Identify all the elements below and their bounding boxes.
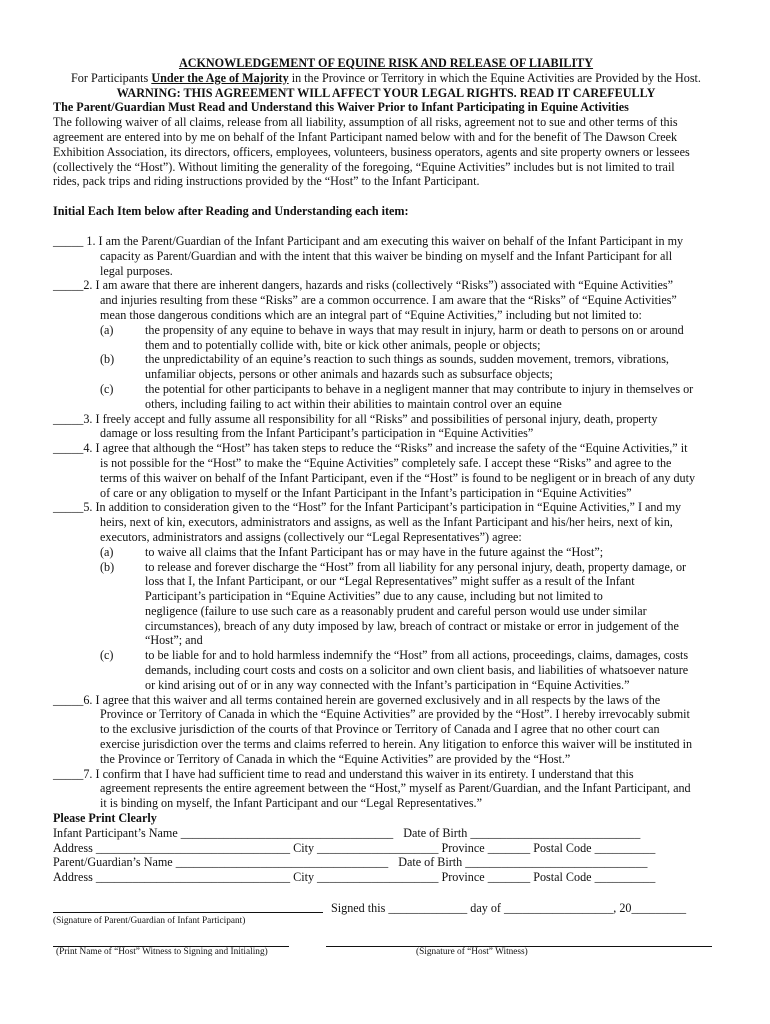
item-2-sub-b [53,352,719,382]
sub-label: (c) [100,648,114,663]
item-4-line: is not possible for the “Host” to make the “Equine Activities” completely safe. I accept these “Risks” and agree to the [100,455,672,470]
sub-line: unfamiliar objects, persons or other animals and hazards such as subsurface objects; [145,367,553,382]
item-5-line: executors, administrators and assigns (collectively our “Legal Representatives”) agree: [100,529,522,544]
guardian-address-field[interactable]: Address ________________________________ City ____________________ Province _______ Postal Code __________ [53,870,656,885]
sub-label: (c) [100,381,114,396]
sub-line: to be liable for and to hold harmless indemnify the “Host” from all actions, proceedings, claims, damages, costs [145,648,689,663]
signature-row [53,901,719,916]
item-4-line: terms of this waiver on behalf of the Infant Participant, even if the “Host” is found to be negligent or in breach of any duty [100,470,696,485]
sub-line: to waive all claims that the Infant Participant has or may have in the future against the “Host”; [145,544,604,559]
sub-line: others, including failing to act within their abilities to maintain control over an equine [145,396,562,411]
witness-lines [53,935,719,947]
item-5-sub-a [53,545,719,560]
infant-row [53,826,719,841]
item-2-sub-c [53,382,719,412]
item-1-line: _____ 1. I am the Parent/Guardian of the Infant Participant and am executing this waiver on behalf of the Infant Participant in my [53,233,684,248]
item-1-line: capacity as Parent/Guardian and with the intent that this waiver be binding on myself and the Infant Participant for all [100,248,673,263]
infant-dob-field[interactable]: Date of Birth ____________________________ [403,825,641,840]
sub-label: (b) [100,559,115,574]
witness-print-line[interactable] [53,935,289,947]
item-7-line: it is binding on myself, the Infant Participant and our “Legal Representatives.” [100,796,482,811]
guardian-dob-field[interactable]: Date of Birth ______________________________ [398,855,648,870]
document-title: ACKNOWLEDGEMENT OF EQUINE RISK AND RELEASE OF LIABILITY [178,56,594,70]
witness-signature-caption: (Signature of “Host” Witness) [416,946,528,957]
intro-line: The following waiver of all claims, release from all liability, assumption of all risks, agreement not to sue and other terms of this [53,115,678,130]
sub-line: circumstances), breach of any duty imposed by law, breach of contract or mistake or error in judgement of the [145,618,679,633]
item-6-line: to the exclusive jurisdiction of the courts of that Province or Territory of Canada and I agree that no other court can [100,722,660,737]
guardian-signature-caption: (Signature of Parent/Guardian of Infant Participant) [53,915,246,926]
item-6-line: Province or Territory of Canada in which the “Equine Activities” are provided by the “Host”. I hereby irrevocably submit [100,707,690,722]
witness-print-caption: (Print Name of “Host” Witness to Signing and Initialing) [56,946,268,957]
sub-line: them and to potentially collide with, bite or kick other animals, people or objects; [145,337,541,352]
witness-captions [53,947,719,958]
scope-underlined: Under the Age of Majority [151,70,289,85]
parent-notice: The Parent/Guardian Must Read and Understand this Waiver Prior to Infant Participating in Equine Activities [53,100,629,115]
sub-line: to release and forever discharge the “Host” from all liability for any personal injury, death, property damage, or [145,559,687,574]
sub-label: (a) [100,322,114,337]
item-2-sub-a [53,323,719,353]
sub-label: (b) [100,352,115,367]
sub-line: loss that I, the Infant Participant, or our “Legal Representatives” might suffer as a result of the Infant [145,574,635,589]
waiver-document [53,56,719,958]
item-4-line: _____4. I agree that although the “Host” has taken steps to reduce the “Risks” and increase the safety of the “Equine Activities,” it [53,441,688,456]
intro-line: rides, pack trips and riding instructions provided by the “Host” to the Infant Participant. [53,174,480,189]
sub-label: (a) [100,544,114,559]
intro-line: (collectively the “Host”). Without limiting the generality of the foregoing, “Equine Activities” includes but is not limited to trail [53,159,675,174]
item-5-line: heirs, next of kin, executors, administrators and assigns, as well as the Infant Participant and his/her heirs, next of kin, [100,515,673,530]
sub-line: the propensity of any equine to behave in ways that may result in injury, harm or death to persons on or around [145,322,684,337]
witness-signature-line[interactable] [326,935,712,947]
item-6-line: exercise jurisdiction over the terms and claims referred to herein. Any litigation to enforce this waiver will be instituted in [100,737,693,752]
scope-post: in the Province or Territory in which the Equine Activities are Provided by the Host. [288,70,701,85]
item-5-line: _____5. In addition to consideration given to the “Host” for the Infant Participant’s participation in “Equine Activities,” I and my [53,500,682,515]
item-7-line: agreement represents the entire agreement between the “Host,” myself as Parent/Guardian, and the Infant Participant, and [100,781,691,796]
item-2-line: and injuries resulting from these “Risks” are a common occurrence. I am aware that the “Risks” of “Equine Activities” [100,293,677,308]
item-7-line: _____7. I confirm that I have had sufficient time to read and understand this waiver in its entirety. I understand that this [53,766,634,781]
print-clearly-heading: Please Print Clearly [53,811,157,826]
item-3-line: _____3. I freely accept and fully assume all responsibility for all “Risks” and possibilities of personal injury, death, property [53,411,658,426]
guardian-signature-line[interactable] [53,901,323,913]
intro-line: Exhibition Association, its directors, officers, employees, volunteers, business operators, agents and site property owners or lessees [53,144,690,159]
guardian-name-field[interactable]: Parent/Guardian’s Name ___________________________________ [53,855,389,870]
sub-line: “Host”; and [145,633,203,648]
sub-line: the unpredictability of an equine’s reaction to such things as sounds, sudden movement, tremors, vibrations, [145,352,669,367]
warning-line: WARNING: THIS AGREEMENT WILL AFFECT YOUR LEGAL RIGHTS. READ IT CAREFEULLY [116,85,656,100]
infant-address-field[interactable]: Address ________________________________ City ____________________ Province _______ Postal Code __________ [53,840,656,855]
item-6-line: the Province or Territory of Canada in which the “Equine Activities” are provided by the “Host.” [100,751,571,766]
infant-name-field[interactable]: Infant Participant’s Name ___________________________________ [53,825,394,840]
item-2-line: mean those dangerous conditions which are an integral part of “Equine Activities,” including but not limited to: [100,307,642,322]
sub-line: demands, including court costs and costs on a solicitor and own client basis, and liabilities of whatsoever nature [145,663,689,678]
initial-heading: Initial Each Item below after Reading and Understanding each item: [53,204,409,219]
sub-line: the potential for other participants to behave in a negligent manner that may contribute to injury in themselves or [145,381,694,396]
participant-scope [53,71,719,86]
guardian-row [53,855,719,870]
item-4-line: of care or any obligation to myself or the Infant Participant in the Infant’s participation in “Equine Activities” [100,485,632,500]
item-5-sub-c [53,648,719,692]
item-5-sub-b [53,560,719,649]
scope-pre: For Participants [71,70,152,85]
sub-line: Participant’s participation in “Equine Activities” due to any cause, including but not limited to [145,589,603,604]
item-6-line: _____6. I agree that this waiver and all terms contained herein are governed exclusively and in all respects by the laws of the [53,692,661,707]
sub-line: or kind arising out of or in any way connected with the Infant’s participation in “Equine Activities.” [145,677,630,692]
sub-line: negligence (failure to use such care as a reasonably prudent and careful person would use under similar [145,603,647,618]
item-1-line: legal purposes. [100,263,173,278]
item-3-line: damage or loss resulting from the Infant Participant’s participation in “Equine Activities” [100,426,534,441]
signed-this-field[interactable]: Signed this _____________ day of __________________, 20_________ [331,901,687,916]
item-2-line: _____2. I am aware that there are inherent dangers, hazards and risks (collectively “Risks”) associated with “Equine Activities” [53,278,673,293]
intro-line: agreement are entered into by me on behalf of the Infant Participant named below with and for the benefit of The Dawson Creek [53,129,678,144]
